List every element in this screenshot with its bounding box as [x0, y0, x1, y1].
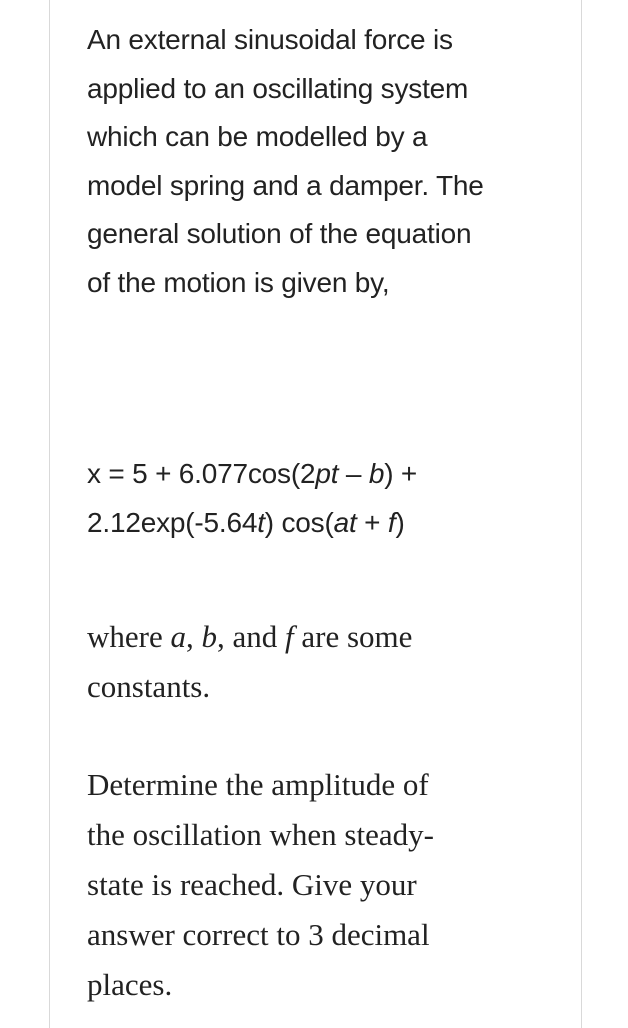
constants-line-2: constants.: [87, 669, 211, 704]
question-prompt: [87, 760, 527, 1010]
equation-line-1: [87, 450, 557, 499]
intro-line: general solution of the equation: [87, 218, 472, 249]
constants-text: , and: [216, 619, 285, 654]
problem-intro: [87, 16, 557, 307]
question-card: [49, 0, 582, 1028]
constants-text: ,: [185, 619, 202, 654]
question-line: the oscillation when steady-: [87, 817, 434, 852]
equation-variable-x: x: [87, 458, 101, 489]
equation-var-f: f: [387, 506, 396, 538]
constants-text: where: [87, 619, 171, 654]
constant-b: b: [201, 619, 217, 654]
constants-line-1: [87, 612, 527, 662]
constant-a: a: [170, 619, 186, 654]
question-line: state is reached. Give your: [87, 867, 417, 902]
equation-text: ) +: [384, 458, 418, 489]
question-line: Determine the amplitude of: [87, 767, 429, 802]
constants-text: are some: [293, 619, 413, 654]
intro-line: model spring and a damper. The: [87, 169, 484, 201]
equation-var-b: b: [368, 458, 385, 489]
equation-line-2: [87, 499, 557, 548]
constants-note: [87, 612, 527, 712]
intro-line: An external sinusoidal force is: [87, 24, 453, 55]
equation-var-at: at: [333, 506, 357, 538]
question-line: answer correct to 3 decimal: [87, 917, 430, 952]
equation-var-pt: pt: [315, 458, 339, 489]
equation-text: ): [395, 506, 405, 538]
constant-f: f: [285, 619, 294, 654]
intro-line: of the motion is given by,: [87, 266, 390, 298]
motion-equation: [87, 450, 557, 547]
equation-text: 2.12exp(-5.64: [87, 506, 258, 538]
intro-line: which can be modelled by a: [87, 121, 428, 152]
equation-var-t: t: [257, 506, 265, 538]
equation-text: +: [356, 506, 388, 538]
equation-text: ) cos(: [264, 506, 334, 538]
question-line: places.: [87, 967, 173, 1002]
intro-line: applied to an oscillating system: [87, 72, 469, 104]
equation-text: = 5 + 6.077cos(2: [100, 458, 316, 489]
equation-text: –: [338, 458, 369, 489]
